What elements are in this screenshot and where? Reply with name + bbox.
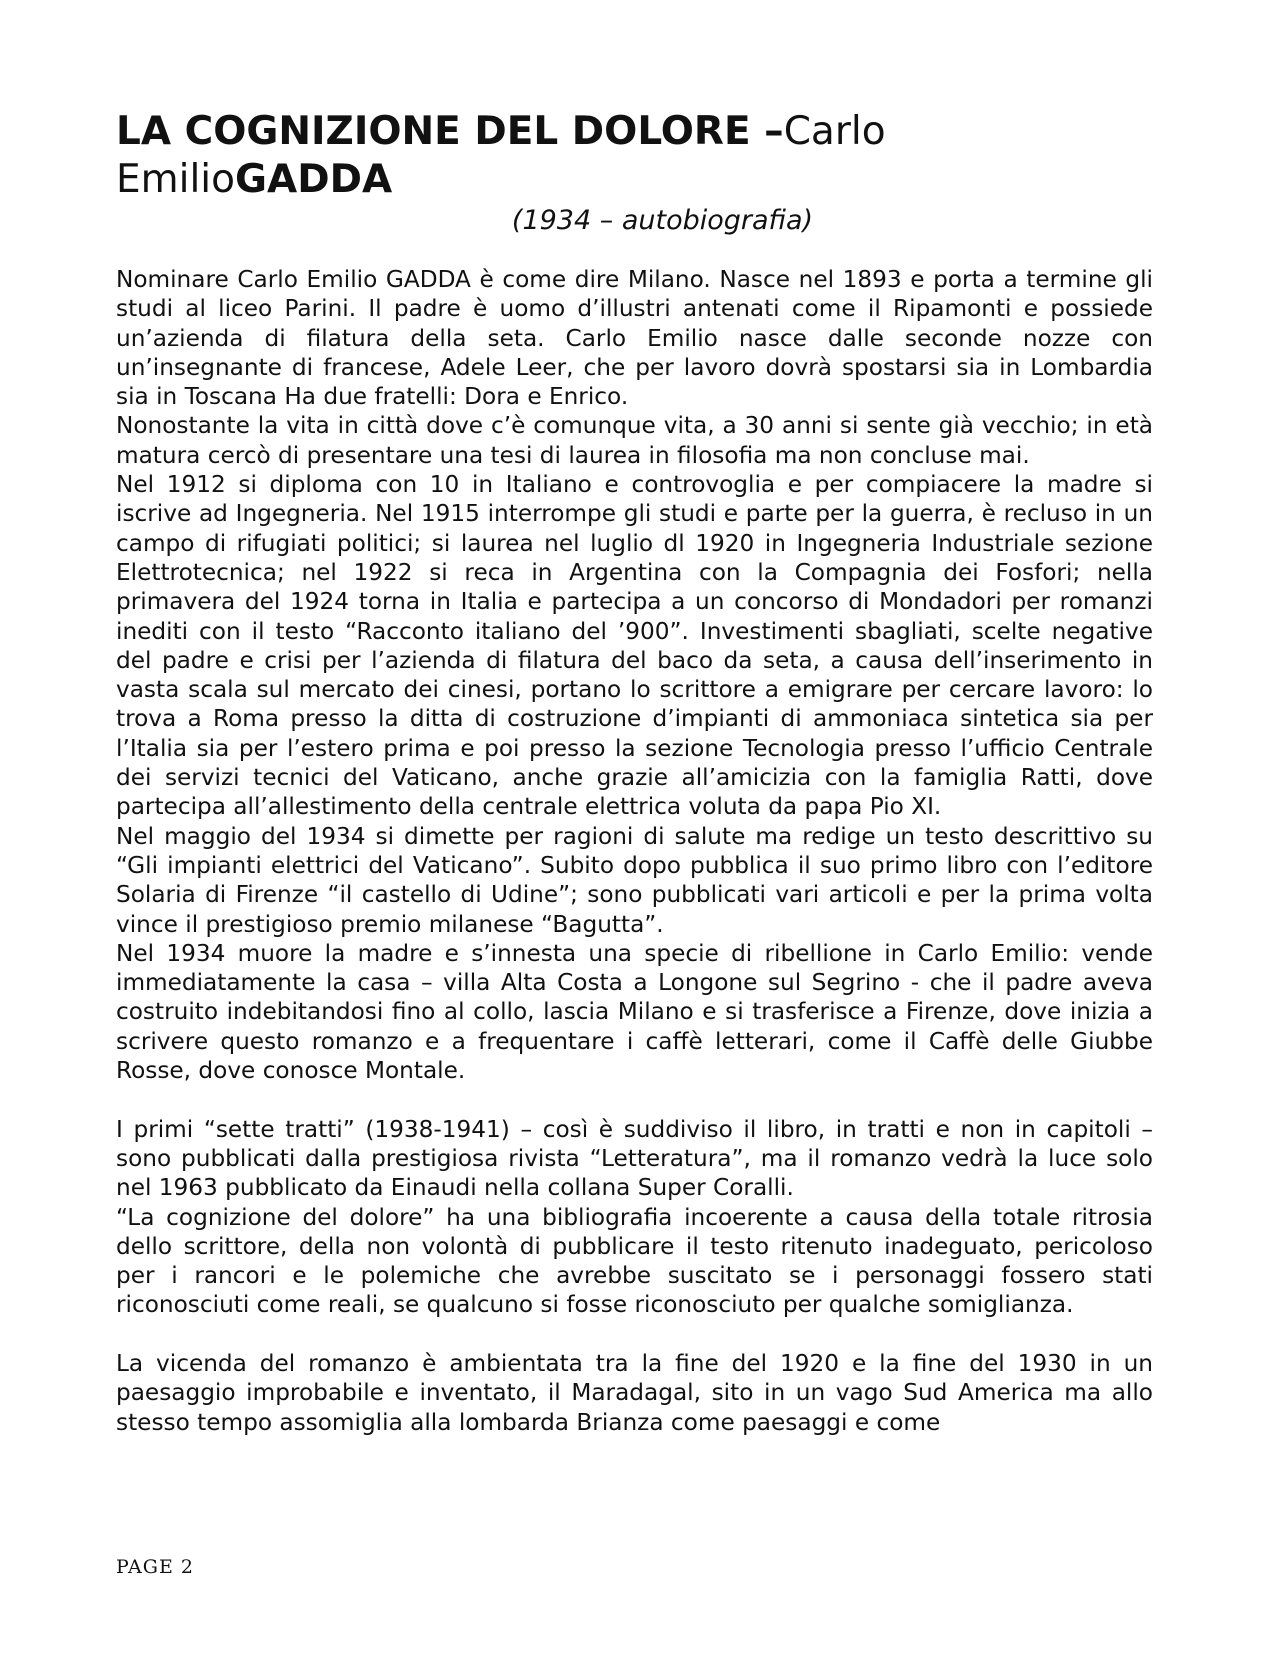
paragraph-8: La vicenda del romanzo è ambientata tra la fine del 1920 e la fine del 1930 in un paesaggio improbabile e inventato, il Maradagal, sito in un vago Sud America ma allo stesso tempo assomiglia alla lombarda Brianza come paesaggi e come — [116, 1349, 1153, 1436]
document-subtitle: (1934 – autobiografia) — [511, 205, 814, 236]
paragraph-4: Nel maggio del 1934 si dimette per ragioni di salute ma redige un testo descrittivo su “Gli impianti elettrici del Vaticano”. Subito dopo pubblica il suo primo libro con l’editore Solaria di Firenze “il castello di Udine”; sono pubblicati vari articoli e per la prima volta vince il prestigioso premio milanese “Bagutta”. — [116, 822, 1153, 938]
document-title — [116, 108, 1153, 204]
paragraph-5: Nel 1934 muore la madre e s’innesta una specie di ribellione in Carlo Emilio: vende immediatamente la casa – villa Alta Costa a Longone sul Segrino - che il padre aveva costruito indebitandosi fino al collo, lascia Milano e si trasferisce a Firenze, dove inizia a scrivere questo romanzo e a frequentare i caffè letterari, come il Caffè delle Giubbe Rosse, dove conosce Montale. — [116, 939, 1153, 1085]
paragraph-7: “La cognizione del dolore” ha una bibliografia incoerente a causa della totale ritrosia dello scrittore, della non volontà di pubblicare il testo ritenuto inadeguato, pericoloso per i rancori e le polemiche che avrebbe suscitato se i personaggi fossero stati riconosciuti come reali, se qualcuno si fosse riconosciuto per qualche somiglianza. — [116, 1203, 1153, 1319]
document-page — [116, 108, 1153, 1437]
page-number: PAGE 2 — [116, 1556, 194, 1578]
title-bold: LA COGNIZIONE DEL DOLORE – — [116, 109, 784, 154]
paragraph-1: Nominare Carlo Emilio GADDA è come dire Milano. Nasce nel 1893 e porta a termine gli studi al liceo Parini. Il padre è uomo d’illustri antenati come il Ripamonti e possiede un’azienda di filatura della seta. Carlo Emilio nasce dalle seconde nozze con un’insegnante di francese, Adele Leer, che per lavoro dovrà spostarsi sia in Lombardia sia in Toscana Ha due fratelli: Dora e Enrico. — [116, 266, 1153, 411]
paragraph-2: Nonostante la vita in città dove c’è comunque vita, a 30 anni si sente già vecchio; in età matura cercò di presentare una tesi di laurea in filosofia ma non concluse mai. — [116, 412, 1153, 469]
paragraph-3: Nel 1912 si diploma con 10 in Italiano e controvoglia e per compiacere la madre si iscrive ad Ingegneria. Nel 1915 interrompe gli studi e parte per la guerra, è recluso in un campo di rifugiati politici; si laurea nel luglio dl 1920 in Ingegneria Industriale sezione Elettrotecnica; nel 1922 si reca in Argentina con la Compagnia dei Fosfori; nella primavera del 1924 torna in Italia e partecipa a un concorso di Mondadori per romanzi inediti con il testo “Racconto italiano del ’900”. Investimenti sbagliati, scelte negative del padre e crisi per l’azienda di filatura del baco da seta, a causa dell’inserimento in vasta scala sul mercato dei cinesi, portano lo scrittore a emigrare per cercare lavoro: lo trova a Roma presso la ditta di costruzione d’impianti di ammoniaca sintetica sia per l’Italia sia per l’estero prima e poi presso la sezione Tecnologia presso l’ufficio Centrale dei servizi tecnici del Vaticano, anche grazie all’amicizia con la famiglia Ratti, dove partecipa all’allestimento della centrale elettrica voluta da papa Pio XI. — [116, 471, 1153, 821]
title-name: Carlo Emilio — [116, 109, 886, 202]
title-surname: GADDA — [235, 157, 393, 202]
paragraph-6: I primi “sette tratti” (1938-1941) – così è suddiviso il libro, in tratti e non in capitoli – sono pubblicati dalla prestigiosa rivista “Letteratura”, ma il romanzo vedrà la luce solo nel 1963 pubblicato da Einaudi nella collana Super Coralli. — [116, 1115, 1153, 1202]
body-text — [116, 265, 1153, 1437]
